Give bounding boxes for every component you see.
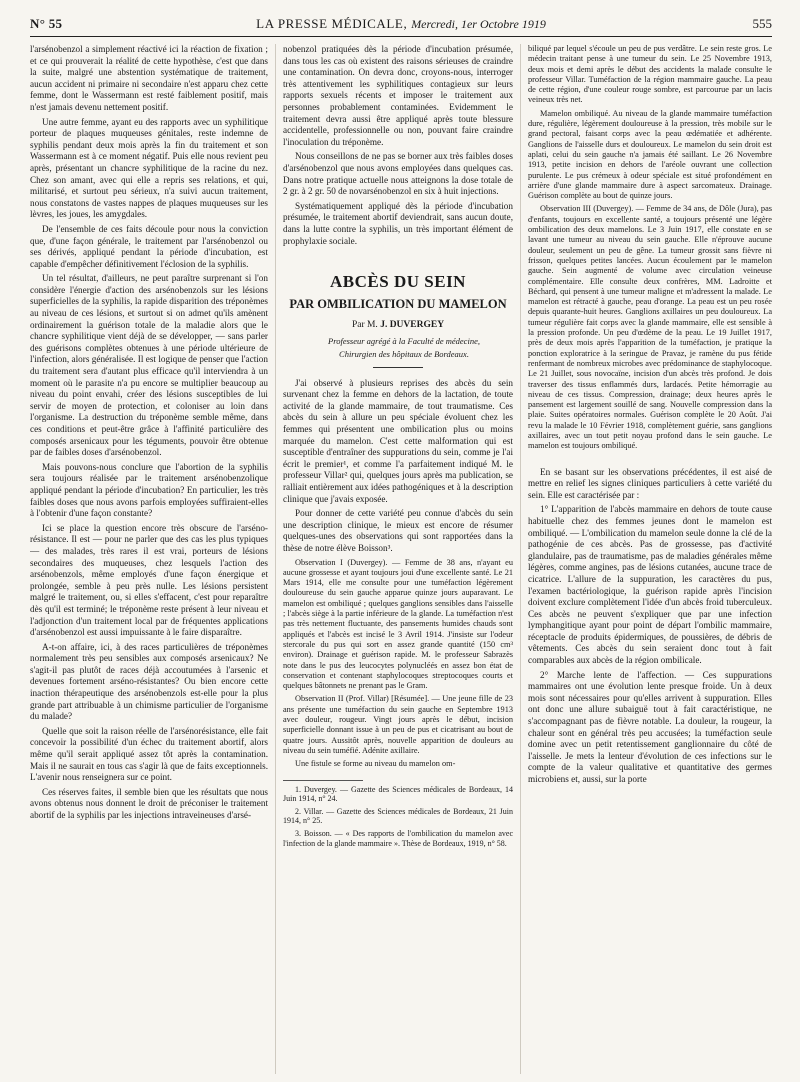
paragraph: l'arsénobenzol a simplement réactivé ici la réaction de fixation ; et ce qui prouverait la réalité de cette hypothèse, c'est que dans la suite, malgré une abstention systématique de traitement, aucun accident ni primaire ni secondaire n'est apparu chez cette femme, dont le Wassermann est resté faiblement positif, mais n'est jamais devenu nettement positif. <box>30 44 268 112</box>
paragraph: Mais pouvons-nous conclure que l'abortion de la syphilis sera toujours réalisée par le traitement arsénobenzolique appliqué pendant la période d'incubation? En particulier, les très faibles doses que nous avons parfois employées suffiraient-elles à l'obtenir d'une façon constante? <box>30 461 268 519</box>
paragraph: J'ai observé à plusieurs reprises des abcès du sein survenant chez la femme en dehors de la lactation, de toute activité de la glande mammaire, de tout traumatisme. Ces abcès du sein à allure un peu spéciale évoluent chez les femmes qui présentent une ombilication plus ou moins marquée du mamelon. C'est cette malformation qui est susceptible d'entraîner des suppurations du sein, comme je l'ai écrit le premier¹, et comme l'a parfaitement indiqué M. le professeur Villar² qui, quelques jours après ma publication, se ralliait entièrement aux idées pathogéniques et à la description clinique que j'avais exposée. <box>283 377 513 504</box>
footnote: 3. Boisson. — « Des rapports de l'ombilication du mamelon avec l'infection de la glande mammaire ». Thèse de Bordeaux, 1919, n° 58. <box>283 828 513 848</box>
article-subtitle: PAR OMBILICATION DU MAMELON <box>289 297 507 312</box>
paragraph: A-t-on affaire, ici, à des races particulières de tréponèmes normalement très peu sensibles aux composés arsenicaux? Ne s'agit-il pas plutôt de races déjà accoutumées à l'arsenic et devenues fortement arséno-résistantes? Ou bien encore cette inaction thérapeutique des arsénobenzols est-elle pour la plus grande part attribuable à un chimisme particulier de l'organisme du malade? <box>30 641 268 722</box>
paragraph: Ici se place la question encore très obscure de l'arséno-résistance. Il est — pour ne parler que des cas les plus typiques — des malades, très rares il est vrai, porteurs de lésions secondaires des muqueuses, chez lesquels l'action des arsénobenzols, même employés d'une façon énergique et prolongée, semble à peu près nulle. Les lésions persistent malgré le traitement, ou, si elles s'effacent, c'est pour reparaître dès qu'il est terminé; le tréponème reste présent à leur niveau et l'adjonction d'un traitement local par de fréquentes applications d'arsénobenzol est aussi impuissante à le faire disparaître. <box>30 522 268 638</box>
author-name: J. DUVERGEY <box>380 320 445 331</box>
footnote: 2. Villar. — Gazette des Sciences médicales de Bordeaux, 21 Juin 1914, n° 25. <box>283 806 513 826</box>
observation-paragraph: Une fistule se forme au niveau du mamelon om- <box>295 759 456 769</box>
article-title: ABCÈS DU SEIN <box>330 272 466 292</box>
footnote-rule <box>283 780 363 781</box>
paragraph: 2° Marche lente de l'affection. — Ces suppurations mammaires ont une évolution lente presque froide. Un à deux mois sont nécessaires pour qu'elles arrivent à suppuration. Elles ont donc une allure subaiguë tout à fait caractéristique, ne s'accompagnant pas de fièvre notable. La douleur, la rougeur, la chaleur sont en général très peu accusées; la tuméfaction seule domine avec un petit retentissement ganglionnaire du côté de l'aisselle. Je mets la lenteur d'évolution de ces infections sur le compte de la valeur qualitative et quantitative des germes microbiens et, aussi, sur la porte <box>528 669 772 785</box>
column-3 <box>528 44 772 1074</box>
paragraph: Nous conseillons de ne pas se borner aux très faibles doses d'arsénobenzol que nous avons employées dans quelques cas. Dans notre pratique actuelle nous atteignons la dose totale de 2 gr. à 2 gr. 50 de novarsénobenzol en six à huit injections. <box>283 151 513 197</box>
issue-number: N° 55 <box>30 16 63 31</box>
observation-paragraph: Observation I (Duvergey). — Femme de 38 ans, n'ayant eu aucune grossesse et ayant toujours joui d'une excellente santé. Le 21 Mars 1914, elle me consulte pour une tuméfaction légèrement douloureuse du sein gauche apparue quinze jours auparavant. Le mamelon est ombiliqué ; quelques ganglions sensibles dans l'aisselle ; l'abcès siège à la partie inférieure de la glande. La tuméfaction n'est pas très nettement fluctuante, des pansements humides chauds sont appliqués et l'abcès est incisé le 3 Avril 1914. J'insiste sur l'odeur stercorale du pus qui sort en assez grande quantité (150 cm³ environ). Drainage et guérison rapide. M. le professeur Sabrazès note dans le pus des leucocytes polynucléés en assez bon état de conservation et contenant staphylocoques streptocoques courts et quelques bâtonnets ne prenant pas le Gram. <box>283 557 513 691</box>
author-affiliation: Chirurgien des hôpitaux de Bordeaux. <box>339 348 469 359</box>
issue-date: Mercredi, 1er Octobre 1919 <box>411 17 546 31</box>
observation-paragraph: Mamelon ombiliqué. Au niveau de la glande mammaire tuméfaction dure, régulière, légèrement douloureuse à la pression, très mobile sur le grand pectoral, faisant corps avec la peau œdématiée et adhérente. Ganglions de l'aisselle durs et douloureux. Le mamelon du sein droit est aplati, celui du sein gauche n'a jamais été saillant. Le 26 Novembre 1913, petite incision en dehors de l'aréole ouvrant une collection purulente. Le pus crémeux à odeur spéciale est situé profondément en arrière d'une glande mammaire dure à aspect sarcomateux. Drainage. Guérison complète au bout de quinze jours. <box>528 108 772 201</box>
paragraph: Systématiquement appliqué dès la période d'incubation présumée, le traitement abortif deviendrait, sans aucun doute, dans la lutte contre la syphilis, un très important élément de prophylaxie sociale. <box>283 200 513 246</box>
journal-name: LA PRESSE MÉDICALE, <box>256 16 408 31</box>
article-author <box>283 320 513 332</box>
observation-paragraph: biliqué par lequel s'écoule un peu de pus verdâtre. Le sein reste gros. Le médecin traitant pense à une tumeur du sein. Le 25 Novembre 1913, deux mois et demi après le début des accidents la malade consulte le professeur Villar. Tuméfaction de la région mammaire gauche. La peau de cette région, d'une couleur rouge sombre, est parcourue par un lacis veineux très net. <box>528 44 772 105</box>
page-number: 555 <box>752 16 772 31</box>
column-2 <box>283 44 513 1074</box>
paragraph: Une autre femme, ayant eu des rapports avec un syphilitique porteur de plaques muqueuses génitales, reste indemne de syphilis pendant deux mois après la fin du traitement et son Wassermann est à ce moment négatif. Puis elle nous revient peu après, présentant un chancre syphilitique de la racine du nez. Chez son amant, avec qui elle a repris ses relations, et qui, militarisé, et surtout peu sérieux, n'a suivi aucun traitement, nous constatons de vastes nappes de plaques muqueuses sur les lèvres, les joues, les amygdales. <box>30 116 268 220</box>
column-1 <box>30 44 268 1074</box>
section-gap <box>528 455 772 467</box>
column-divider <box>520 44 521 1074</box>
footnote: 1. Duvergey. — Gazette des Sciences médicales de Bordeaux, 14 Juin 1914, n° 24. <box>283 784 513 804</box>
paragraph: nobenzol pratiquées dès la période d'incubation présumée, dans tous les cas où existent des raisons sérieuses de craindre une contamination. On devra donc, croyons-nous, interroger très attentivement les syphilitiques contagieux sur leurs rapports sexuels récents et imposer le traitement aux personnes probablement contaminées. Evidemment le traitement devra aussi être appliqué après toute blessure accidentelle, professionnelle ou non, pouvant faire craindre l'inoculation du tréponème. <box>283 44 513 147</box>
observation-paragraph: Observation III (Duvergey). — Femme de 34 ans, de Dôle (Jura), pas d'enfants, toujours en excellente santé, a toujours présenté une légère ombilication des deux mamelons. Le 3 Juin 1917, elle constate en se lavant une tumeur au niveau du sein gauche. Elle n'éprouve aucune douleur, seulement un peu de gêne. La tumeur grossit sans fièvre ni frisson, quelques petites lancées. Aucun écoulement par le mamelon gauche. Sein augmenté de volume avec circulation veineuse complémentaire. Elle consulte deux confrères, MM. Ladroitte et Béchard, qui pensent à une tumeur maligne et m'adressent la malade. Le mamelon est rétracté à gauche, peau d'orange. La peau est un peu rosée depuis quarante-huit heures. Ganglions axillaires un peu douloureux. La tumeur régulière fait corps avec la glande mammaire, elle est sensible à la pression profonde. Un peu d'œdème de la peau. Le 19 Juillet 1917, près de deux mois après l'apparition de la tuméfaction, je pratique la ponction exploratrice à la seringue de Pravaz, je ramène du pus fétide renfermant de nombreux microbes avec prédominance de staphylocoque. Le 21 Juillet, sous novocaïne, incision d'un abcès très profond. Je dois traverser des tissus enflammés durs, lardacés. Petite hémorragie au niveau de ces tissus. Compression, drainage; deux heures après le pansement est largement souillé de sang. Nouvelle compression dans la plaie. Suites opératoires normales. Guérison complète le 20 Août. J'ai revu la malade le 10 Février 1918, complètement guérie, sans ganglions axillaires, avec un tout petit noyau profond dans le sein gauche. Le mamelon est toujours ombiliqué. <box>528 204 772 451</box>
paragraph: De l'ensemble de ces faits découle pour nous la conviction que, d'une façon générale, le traitement par l'arsénobenzol ou ses dérivés, appliqué pendant la période d'incubation, est capable d'empêcher définitivement l'éclosion de la syphilis. <box>30 223 268 269</box>
paragraph: 1° L'apparition de l'abcès mammaire en dehors de toute cause habituelle chez des femmes jeunes dont le mamelon est ombiliqué. — L'ombilication du mamelon seule donne la clé de la pathogénie de ces abcès. Pas de grossesse, pas d'activité glandulaire, pas de traumatisme, pas de maladies générales même légères, comme angines, pas de lésions cutanées, aucune trace de cicatrice. L'allure de la suppuration, les caractères du pus, l'examen bactériologique, la guérison rapide après l'incision doivent exclure complètement l'idée d'un abcès froid tuberculeux. Ces abcès ne peuvent s'expliquer que par une infection lymphangitique ayant pour point de départ l'ombilic mammaire, réceptacle de produits épidermiques, de poussières, de débris de vêtements. Ces abcès du sein seraient donc tout à fait comparables aux abcès de la région ombilicale. <box>528 504 772 666</box>
observation-paragraph: Observation II (Prof. Villar) [Résumée]. — Une jeune fille de 23 ans présente une tuméfaction du sein gauche en Septembre 1913 avec douleur, rougeur. Vingt jours après le début, incision superficielle donnant issue à un peu de pus et cicatrisant au bout de quatre jours. Aussitôt après, nouvelle apparition de douleurs au niveau du sein tuméfié. Adénite axillaire. <box>283 694 513 755</box>
column-divider <box>275 44 276 1074</box>
title-rule <box>373 367 423 368</box>
paragraph: Quelle que soit la raison réelle de l'arsénorésistance, elle fait concevoir la possibilité d'un échec du traitement abortif, alors même qu'il serait appliqué assez tôt après la contamination. Mais il ne saurait en tous cas s'agir là que de faits exceptionnels. L'avenir nous renseignera sur ce point. <box>30 725 268 783</box>
paragraph: Ces réserves faites, il semble bien que les résultats que nous avons obtenus nous donnent le droit de préconiser le traitement abortif de la syphilis par les injections intraveineuses d'arsé- <box>30 786 268 820</box>
journal-title-line <box>30 14 772 34</box>
paragraph: En se basant sur les observations précédentes, il est aisé de mettre en relief les signes cliniques particuliers à cette variété du sein. Elle est caractérisée par : <box>528 466 772 500</box>
page-header <box>30 14 772 37</box>
author-prefix: Par M. <box>351 320 378 331</box>
paragraph: Pour donner de cette variété peu connue d'abcès du sein une description clinique, le mieux est encore de résumer quelques-unes des observations qui sont rapportées dans la thèse de notre élève Boisson³. <box>283 508 513 553</box>
author-affiliation: Professeur agrégé à la Faculté de médecine, <box>328 335 480 346</box>
paragraph: Un tel résultat, d'ailleurs, ne peut paraître surprenant si l'on considère l'énergie d'action des arsénobenzols sur les lésions superficielles de la syphilis, la rapide disparition des tréponèmes au niveau de ces lésions, et surtout si on admet qu'ils amènent ordinairement la guérison totale de la maladie alors que le chancre syphilitique vient déjà de se développer, — sans parler des guérisons complètes obtenues à une période ultérieure de l'infection, alors généralisée. Il est logique de penser que l'action du traitement sera d'autant plus efficace qu'il interviendra à un moment où le parasite n'a pu encore se multiplier beaucoup au niveau du point envahi, créer des lésions susceptibles de lui servir de moyen de protection, et coloniser au loin dans l'organisme. La destruction du tréponème semble même, dans ces conditions et peut-être grâce à l'affinité particulière des composés arsenicaux pour les téguments, pouvoir être obtenue par de faibles doses d'arsénobenzol. <box>30 273 268 458</box>
